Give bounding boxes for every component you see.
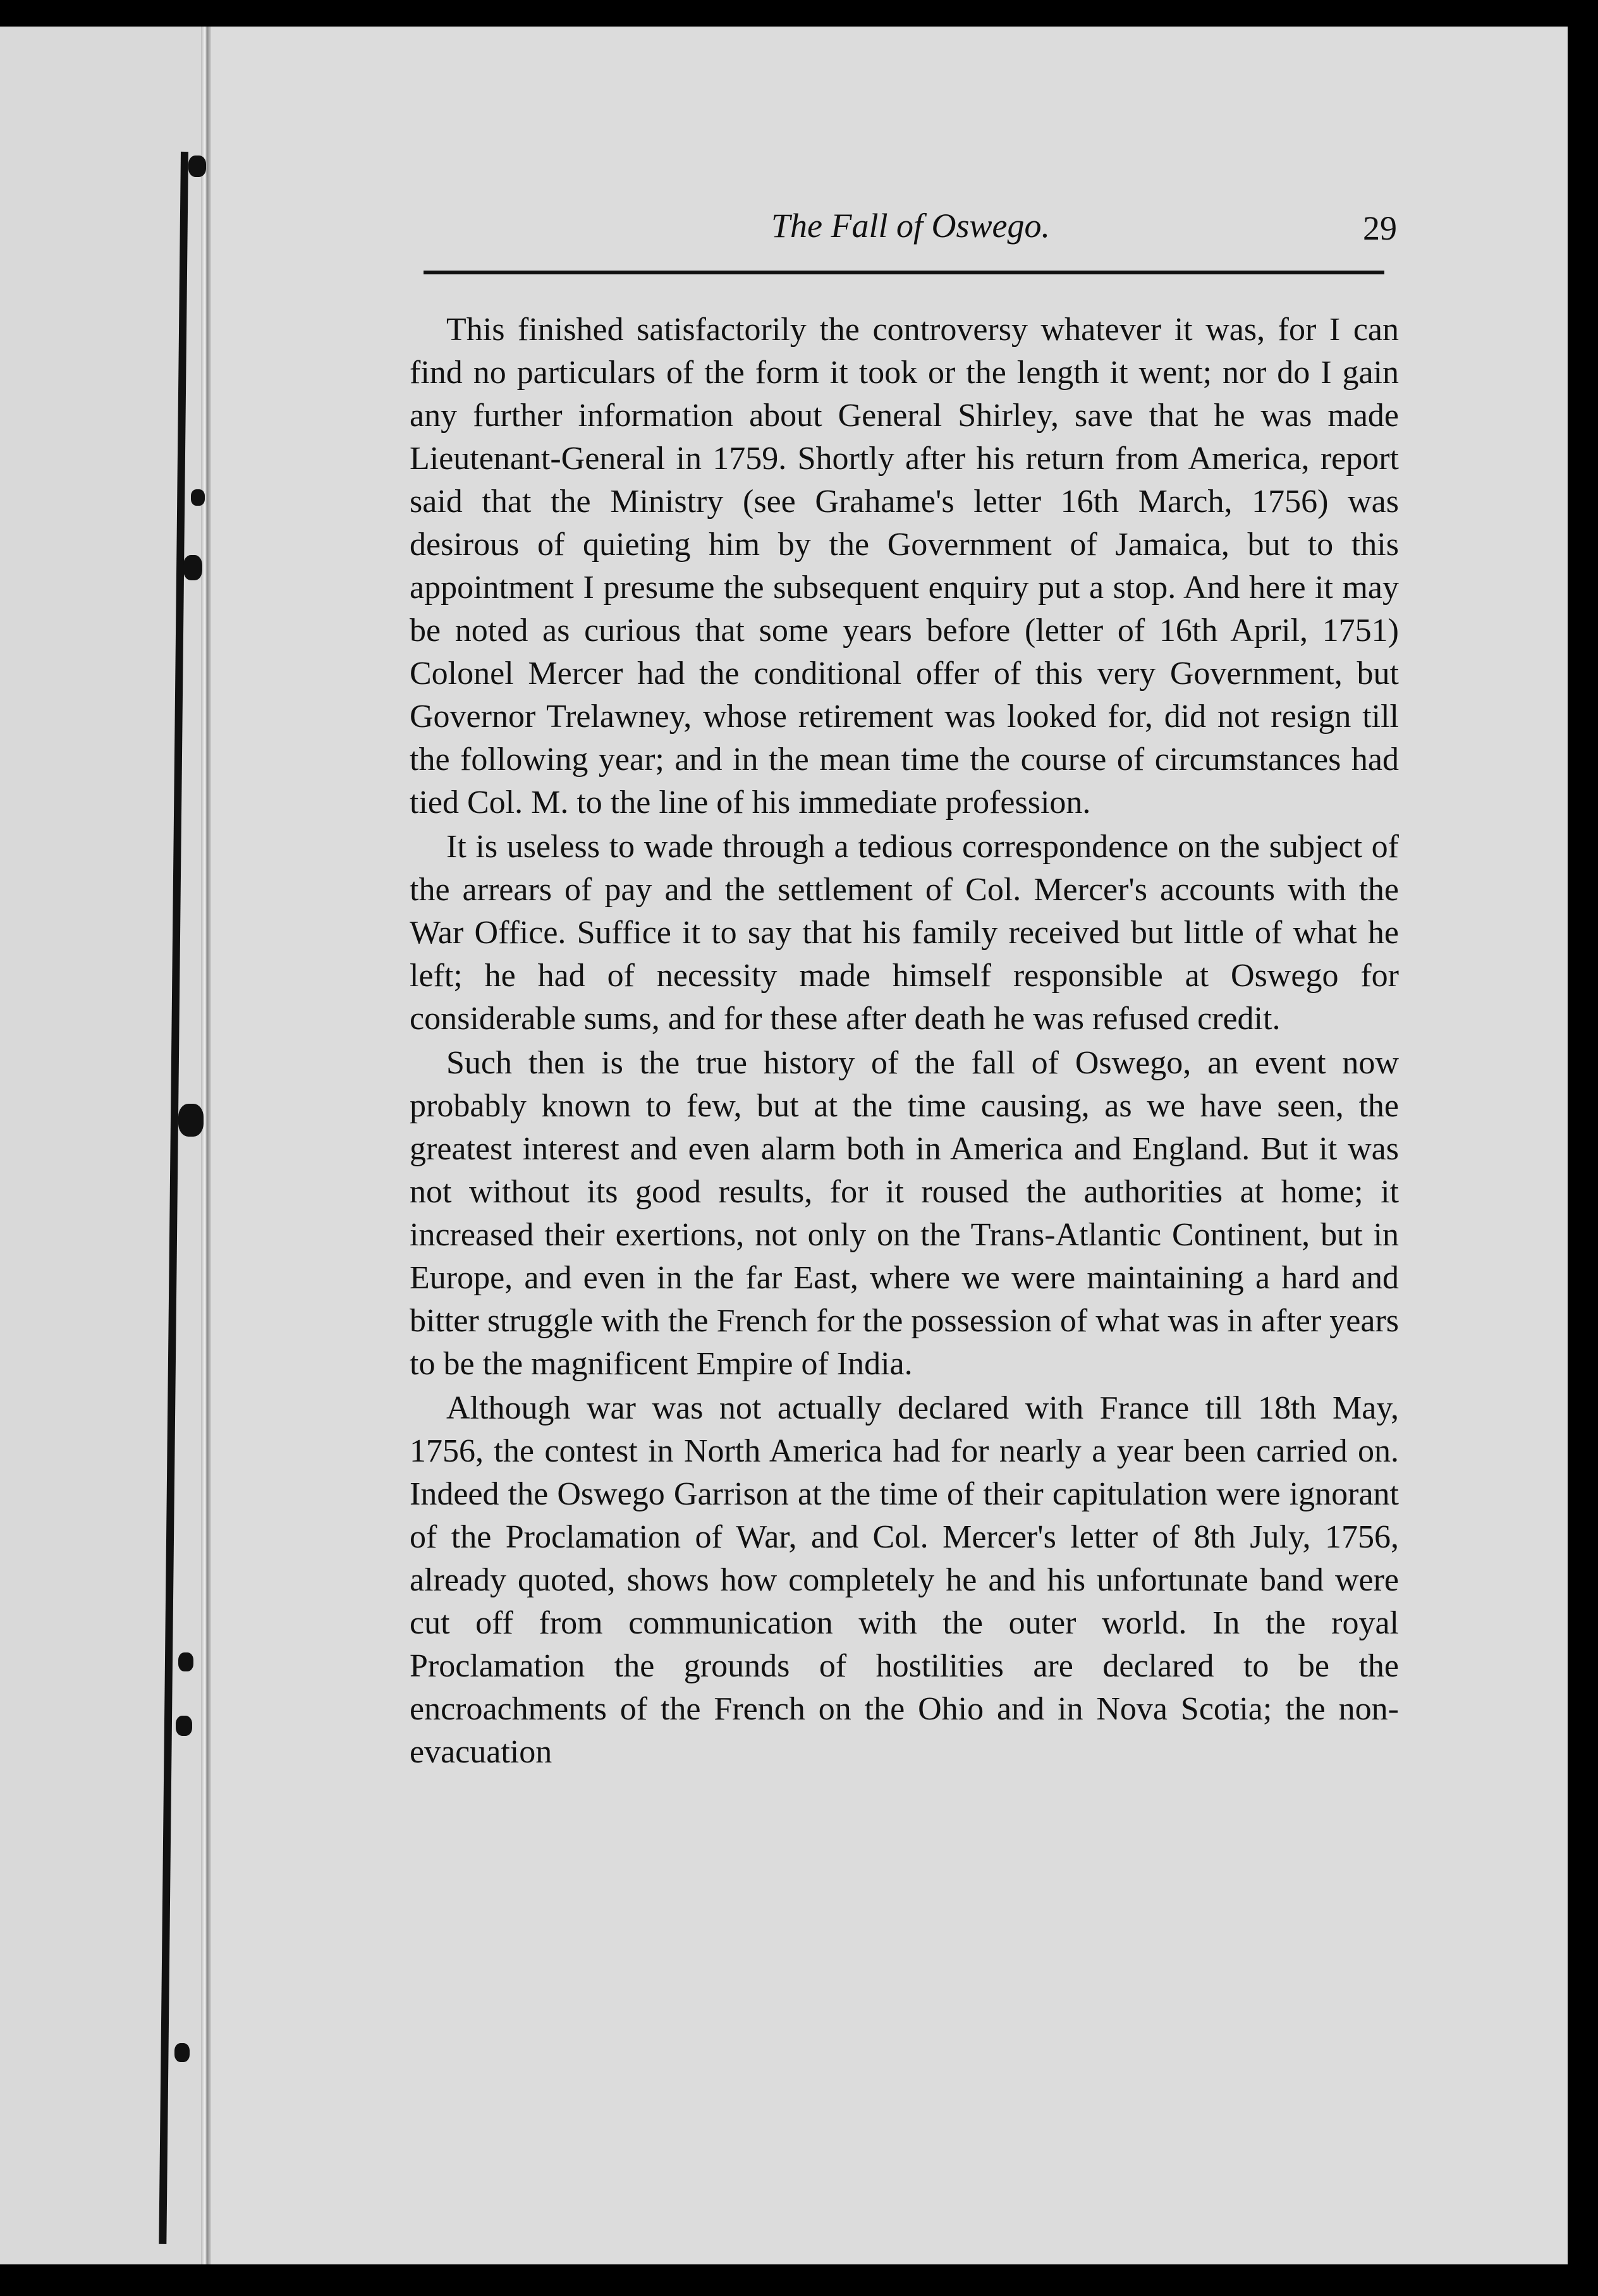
binding-stitch [178,1652,193,1671]
header-rule [424,271,1384,274]
running-title: The Fall of Oswego. [771,207,1050,245]
page-header [424,201,1397,258]
page-number: 29 [1363,209,1397,247]
page-gutter [201,27,211,2264]
binding-stitch [176,1716,192,1736]
binding-stitch [191,489,205,506]
binding-stitch [174,2043,190,2062]
paragraph: It is useless to wade through a tedious correspondence on the subject of the arrears of pay and the settlement of Col. Mercer's accounts with the War Office. Suffice it to say that his family received but little of what he left; he had of necessity made himself responsible at Oswego for considerable sums, and for these after death he was refused credit. [410,829,1399,1037]
paragraph: This finished satisfactorily the controversy whatever it was, for I can find no particulars of the form it took or the length it went; nor do I gain any further information about General Shirley, save that he was made Lieutenant-General in 1759. Shortly after his return from America, report said that the Ministry (see Grahame's letter 16th March, 1756) was desirous of quieting him by the Government of Jamaica, but to this appointment I presume the subsequent enquiry put a stop. And here it may be noted as curious that some years before (letter of 16th April, 1751) Colonel Mercer had the conditional offer of this very Government, but Governor Trelawney, whose retirement was looked for, did not resign till the following year; and in the mean time the course of circumstances had tied Col. M. to the line of his immediate profession. [410,312,1399,821]
binding-stitch [188,156,206,177]
paragraph: Such then is the true history of the fall of Oswego, an event now probably known to few, but at the time causing, as we have seen, the greatest interest and even alarm both in America and England. But it was not without its good results, for it roused the authorities at home; it increased their exertions, not only on the Trans-Atlantic Continent, but in Europe, and even in the far East, where we were maintaining a hard and bitter struggle with the French for the possession of what was in after years to be the magnificent Empire of India. [410,1045,1399,1382]
paragraph: Although war was not actually declared with France till 18th May, 1756, the contest in North America had for nearly a year been carried on. Indeed the Oswego Garrison at the time of their capitulation were ignorant of the Proclamation of War, and Col. Mercer's letter of 8th July, 1756, already quoted, shows how completely he and his unfortunate band were cut off from communication with the outer world. In the royal Proclamation the grounds of hostilities are declared to be the encroachments of the French on the Ohio and in Nova Scotia; the non-evacuation [410,1390,1399,1770]
binding-stitch [178,1104,204,1137]
binding-stitch [183,555,202,580]
body-text [410,308,1399,1775]
